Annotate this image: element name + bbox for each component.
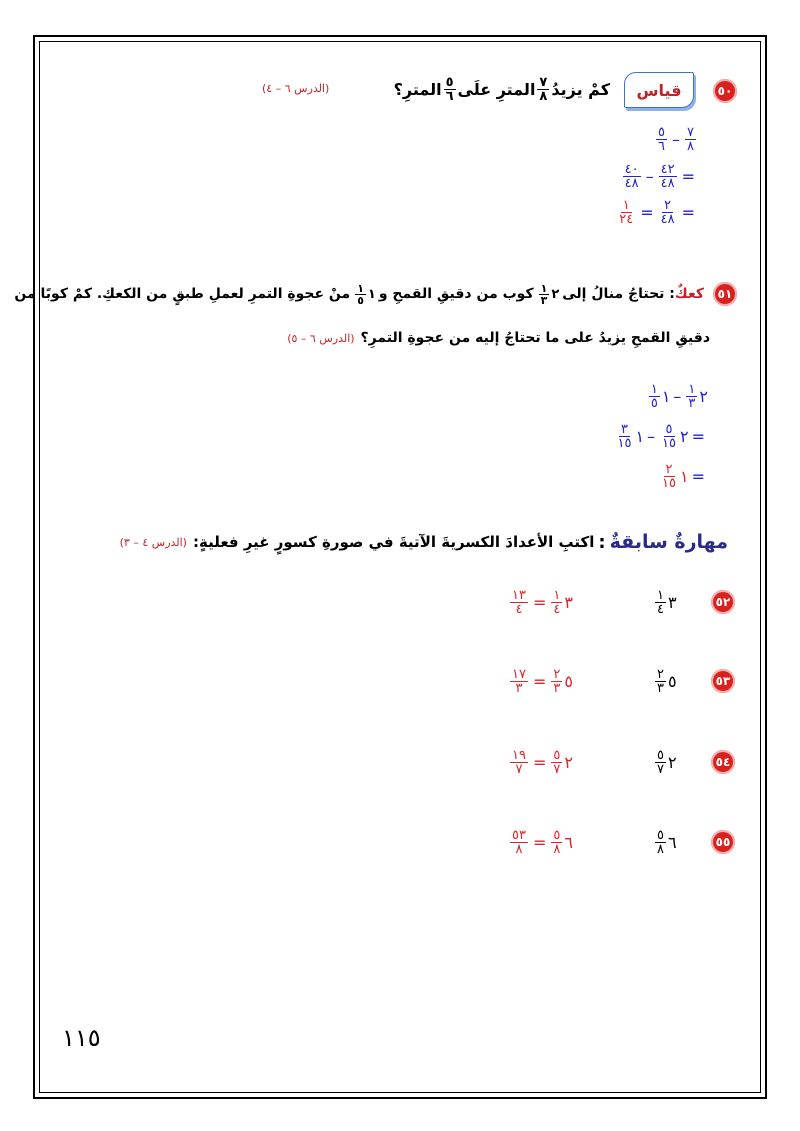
answer-whole: ٦ (564, 832, 573, 852)
answer-mixed-num: ٢ (553, 666, 561, 682)
q51-w1-a-frac (686, 383, 697, 410)
prior-skill-instruction: اكتبِ الأعدادَ الكسريةَ الآتيةَ في صورةِ كسورٍ غيرِ فعليةٍ: (192, 533, 595, 551)
question-fraction (655, 668, 666, 695)
lesson-reference: (الدرس ٦ – ٤) (262, 82, 330, 95)
q51-mix1-frac (539, 283, 550, 306)
answer-improper-fraction (510, 668, 528, 695)
q50-frac1-num: ٧ (539, 74, 548, 90)
question-fraction (655, 829, 666, 856)
exercise-item (508, 820, 731, 864)
q50-work-line-2 (588, 158, 698, 194)
q51-mix2-den: ٥ (357, 293, 364, 307)
answer-mixed-den: ٣ (553, 680, 561, 696)
answer-mixed-fraction (551, 749, 562, 776)
q50-w1-b-den: ٦ (658, 138, 666, 154)
page-number: ١١٥ (62, 1024, 101, 1052)
answer-mixed-den: ٨ (553, 841, 561, 857)
q50-w3-op: = (640, 202, 654, 222)
q51-w2-b (613, 423, 644, 450)
q51-w2-b-den: ١٥ (617, 435, 632, 451)
q50-frac1-den: ٨ (539, 88, 548, 104)
question-den: ٣ (657, 680, 664, 696)
exercise-number-badge: ٥٤ (711, 750, 735, 774)
q51-work-line-3 (588, 456, 708, 496)
question-whole: ٢ (667, 752, 677, 772)
q51-w1-b (647, 383, 671, 410)
q50-w2-b-num: ٤٠ (624, 161, 639, 177)
q50-text-mid: المترِ علَى (457, 79, 536, 99)
answer-whole: ٥ (564, 671, 573, 691)
q50-text-before: كمْ يزيدُ (551, 79, 610, 99)
equals-sign: = (532, 592, 547, 612)
q51-w2-b-frac (615, 423, 633, 450)
q51-w2-a-num: ٥ (665, 421, 673, 437)
question-whole: ٥ (667, 671, 677, 691)
q51-mix2-frac (355, 283, 366, 306)
q51-line2: دقيقِ القمحِ يزيدُ على ما تحتاجُ إليه من عجوةِ التمرِ؟ (360, 330, 710, 346)
q50-w1-a-num: ٧ (687, 124, 694, 140)
q50-work-line-3 (588, 194, 698, 230)
answer-improper-den: ٣ (515, 680, 523, 696)
exercise-question (653, 742, 677, 782)
question-num: ١ (657, 587, 664, 603)
q51-w1-a (684, 383, 708, 410)
q51-mix1 (537, 283, 560, 306)
q51-work (588, 376, 708, 496)
q50-w2-b-den: ٤٨ (624, 175, 639, 191)
q50-w2-b (623, 163, 641, 190)
answer-mixed-fraction (551, 668, 562, 695)
q50-work-line-1 (588, 120, 698, 158)
q50-w1-a-den: ٨ (687, 138, 694, 154)
question-51-line-1 (14, 278, 704, 310)
question-den: ٤ (657, 601, 664, 617)
q51-w1-a-whole: ٢ (699, 386, 708, 406)
answer-improper-fraction (510, 749, 528, 776)
prior-skill-label: مهارةٌ سابقةٌ (609, 531, 728, 553)
answer-improper-fraction (510, 589, 528, 616)
answer-mixed-fraction (551, 829, 562, 856)
q51-w1-a-num: ١ (688, 381, 696, 397)
lesson-reference: (الدرس ٦ – ٥) (287, 331, 355, 345)
answer-improper-den: ٧ (515, 761, 523, 777)
q50-w2-eq: = (681, 166, 695, 186)
q51-line1-a: : تحتاجُ منالُ إلى (562, 286, 675, 302)
answer-improper-num: ٥٣ (512, 827, 526, 843)
q51-w3-b-frac (660, 463, 678, 490)
question-num: ٥ (657, 747, 664, 763)
q51-w2-a (658, 423, 689, 450)
q51-mix2-num: ١ (357, 281, 364, 295)
prior-skill-header (120, 524, 728, 560)
q51-work-line-1 (588, 376, 708, 416)
question-whole: ٦ (667, 832, 677, 852)
q51-line1-c: منْ عجوةِ التمرِ لعملِ طبقٍ من الكعكِ. كمْ كوبًا من (14, 286, 351, 302)
q51-mix1-whole: ٢ (551, 286, 560, 302)
question-mixed-number (653, 668, 677, 695)
answer-mixed-number (549, 749, 573, 776)
exercise-answer (508, 822, 573, 862)
question-num: ٥ (657, 827, 664, 843)
answer-mixed-num: ٥ (553, 747, 561, 763)
q51-w1-op: – (673, 386, 682, 406)
question-fraction (655, 589, 666, 616)
q50-w1-b (656, 126, 667, 153)
answer-improper-num: ١٣ (512, 587, 526, 603)
q51-w2-b-num: ٣ (620, 421, 628, 437)
exercise-item (508, 580, 731, 624)
question-fraction (655, 749, 666, 776)
q51-w2-a-whole: ٢ (680, 426, 689, 446)
answer-whole: ٣ (564, 592, 573, 612)
exercise-question (653, 661, 677, 701)
question-number-badge: ٥١ (713, 282, 737, 306)
q50-w3-b-num: ١ (622, 197, 630, 213)
answer-mixed-den: ٤ (553, 601, 561, 617)
q50-frac2 (444, 76, 456, 103)
q50-w2-a-num: ٤٢ (660, 161, 675, 177)
q50-work (588, 120, 698, 230)
q50-frac2-den: ٦ (445, 88, 454, 104)
answer-mixed-num: ١ (553, 587, 561, 603)
q51-w1-a-den: ٣ (688, 395, 696, 411)
q50-w1-b-num: ٥ (658, 124, 666, 140)
answer-mixed-number (549, 668, 573, 695)
answer-mixed-num: ٥ (553, 827, 561, 843)
q50-w3-a-den: ٤٨ (660, 211, 675, 227)
answer-mixed-fraction (551, 589, 562, 616)
q50-text-after: المترِ؟ (393, 79, 442, 99)
exercise-item (508, 659, 731, 703)
equals-sign: = (532, 752, 547, 772)
exercise-number-badge: ٥٥ (711, 830, 735, 854)
exercise-answer (508, 742, 573, 782)
q51-mix2 (353, 283, 376, 306)
q50-w3-a-num: ٢ (664, 197, 672, 213)
exercise-item (508, 740, 731, 784)
answer-mixed-number (549, 829, 573, 856)
q51-w2-a-den: ١٥ (662, 435, 676, 451)
answer-improper-den: ٤ (515, 601, 523, 617)
equals-sign: = (532, 832, 547, 852)
measurement-tag (624, 72, 694, 108)
exercise-answer (508, 661, 573, 701)
q51-w3-op: = (691, 466, 705, 486)
q51-w1-b-whole: ١ (661, 386, 671, 406)
question-mixed-number (653, 749, 677, 776)
q50-w1-op: – (672, 129, 681, 149)
q50-w2-op: – (645, 166, 654, 186)
exercise-answer (508, 582, 573, 622)
q51-w2-a-frac (660, 423, 678, 450)
q51-w3-b (658, 463, 689, 490)
answer-mixed-den: ٧ (553, 761, 561, 777)
question-whole: ٣ (667, 592, 677, 612)
question-50-text (394, 72, 610, 106)
q50-w3-b (617, 199, 635, 226)
exercise-question (653, 822, 677, 862)
q51-mix2-whole: ١ (367, 286, 376, 302)
q51-w3-b-den: ١٥ (662, 475, 676, 491)
q51-w2-b-whole: ١ (635, 426, 645, 446)
question-mixed-number (653, 589, 677, 616)
q51-w2-op: – (647, 426, 656, 446)
lesson-reference: (الدرس ٤ – ٣) (119, 535, 187, 549)
q51-label: كعكٌ (674, 286, 704, 302)
answer-improper-num: ١٧ (512, 666, 526, 682)
q51-w2-eq: = (691, 426, 705, 446)
q50-frac1 (537, 76, 549, 103)
q50-w3-b-den: ٢٤ (619, 211, 634, 227)
answer-mixed-number (549, 589, 573, 616)
q51-line1-b: كوب من دقيقِ القمحِ و (378, 286, 534, 302)
question-den: ٧ (657, 761, 664, 777)
exercise-number-badge: ٥٢ (711, 590, 735, 614)
q50-w1-a (685, 126, 696, 153)
question-num: ٢ (657, 666, 664, 682)
answer-improper-den: ٨ (515, 841, 523, 857)
q51-w1-b-num: ١ (650, 381, 658, 397)
question-number-badge: ٥٠ (713, 79, 737, 103)
q51-w3-b-whole: ١ (680, 466, 689, 486)
q50-w2-a-den: ٤٨ (660, 175, 675, 191)
q50-w2-a (659, 163, 677, 190)
question-den: ٨ (657, 841, 664, 857)
question-51-line-2 (287, 324, 710, 352)
q50-frac2-num: ٥ (445, 74, 454, 90)
answer-whole: ٢ (564, 752, 573, 772)
answer-improper-num: ١٩ (512, 747, 526, 763)
q50-w3-a (659, 199, 677, 226)
q51-w3-b-num: ٢ (665, 461, 673, 477)
q50-w3-eq: = (681, 202, 695, 222)
q51-mix1-num: ١ (540, 281, 548, 295)
q51-mix1-den: ٣ (540, 293, 548, 307)
prior-skill-colon: : (598, 531, 606, 553)
exercise-question (653, 582, 677, 622)
answer-improper-fraction (510, 829, 528, 856)
exercise-number-badge: ٥٣ (711, 669, 735, 693)
equals-sign: = (532, 671, 547, 691)
q51-w1-b-frac (649, 383, 660, 410)
q51-work-line-2 (588, 416, 708, 456)
q51-w1-b-den: ٥ (650, 395, 658, 411)
measurement-tag-label: قياس (636, 80, 682, 100)
question-mixed-number (653, 829, 677, 856)
